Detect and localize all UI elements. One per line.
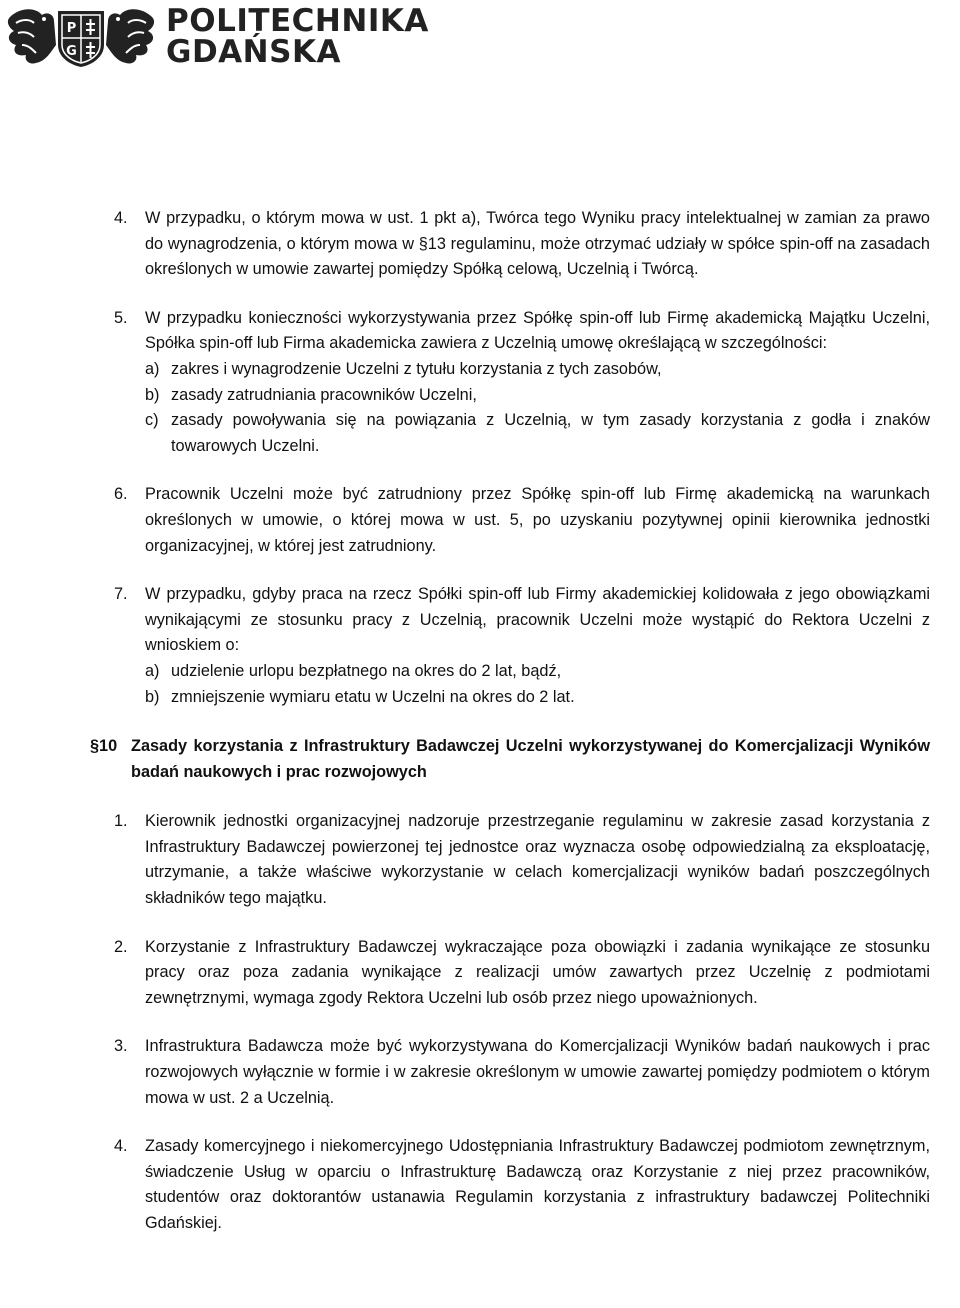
- sub-list: [145, 357, 930, 459]
- paragraph-text: W przypadku, o którym mowa w ust. 1 pkt a), Twórca tego Wyniku pracy intelektualnej w zamian za prawo do wynagrodzenia, o którym mowa w §13 regulaminu, może otrzymać udziały w spółce spin-off na zasadach określonych w umowie zawartej pomiędzy Spółką celową, Uczelnią i Twórcą.: [145, 209, 930, 279]
- list-letter: c): [145, 411, 159, 430]
- paragraph-number: 2.: [114, 937, 128, 956]
- sub-list: [145, 659, 930, 710]
- section-paragraph-2: [0, 935, 960, 1012]
- paragraph-text: Kierownik jednostki organizacyjnej nadzoruje przestrzeganie regulaminu w zakresie zasad korzystania z Infrastruktury Badawczej powierzonej tej jednostce oraz wyznacza osobę odpowiedzialną za eksploatację, utrzymanie, a także właściwe wykorzystanie w celach komercjalizacji wyników badań poszczególnych składników tego majątku.: [145, 812, 930, 908]
- paragraph-text: Infrastruktura Badawcza może być wykorzystywana do Komercjalizacji Wyników badań naukowych i prac rozwojowych wyłącznie w formie i w zakresie określonym w umowie zawartej pomiędzy podmiotem o którym mowa w ust. 2 a Uczelnią.: [145, 1037, 930, 1107]
- list-letter: a): [145, 359, 160, 378]
- university-logo: [6, 5, 429, 69]
- section-title: Zasady korzystania z Infrastruktury Badawczej Uczelni wykorzystywanej do Komercjalizacji Wyników badań naukowych i prac rozwojowych: [131, 737, 930, 781]
- list-item: [145, 357, 930, 383]
- paragraph-text: W przypadku, gdyby praca na rzecz Spółki spin-off lub Firmy akademickiej kolidowała z jego obowiązkami wynikającymi ze stosunku pracy z Uczelnią, pracownik Uczelni może wystąpić do Rektora Uczelni z wnioskiem o:: [145, 585, 930, 655]
- paragraph-number: 4.: [114, 209, 128, 227]
- section-paragraph-1: [0, 809, 960, 911]
- paragraph-number: 5.: [114, 308, 128, 327]
- list-item: [145, 408, 930, 459]
- logo-wordmark: [166, 3, 429, 70]
- list-item: [145, 659, 930, 685]
- paragraph-number: 6.: [114, 485, 128, 504]
- paragraph-4: [0, 206, 960, 283]
- logo-line-1: POLITECHNIKA: [166, 3, 429, 39]
- list-item: [145, 685, 930, 711]
- paragraph-text: Zasady komercyjnego i niekomercyjnego Udostępniania Infrastruktury Badawczej podmiotom zewnętrznym, świadczenie Usług w oparciu o Infrastrukturę Badawczą oraz Korzystanie z niej przez pracowników, studentów oraz doktorantów ustanawia Regulamin korzystania z infrastruktury badawczej Politechniki Gdańskiej.: [145, 1137, 930, 1232]
- list-letter: b): [145, 385, 160, 404]
- list-text: zakres i wynagrodzenie Uczelni z tytułu korzystania z tych zasobów,: [171, 359, 662, 378]
- section-heading: [0, 734, 960, 785]
- section-paragraph-3: [0, 1034, 960, 1111]
- logo-line-2: GDAŃSKA: [166, 34, 341, 70]
- paragraph-6: [0, 482, 960, 559]
- document-body: [0, 206, 960, 1237]
- list-text: zmniejszenie wymiaru etatu w Uczelni na okres do 2 lat.: [171, 687, 575, 706]
- paragraph-number: 1.: [114, 812, 128, 831]
- paragraph-number: 4.: [114, 1137, 128, 1156]
- svg-text:P: P: [66, 21, 77, 36]
- paragraph-text: Korzystanie z Infrastruktury Badawczej wykraczające poza obowiązki i zadania wynikające ze stosunku pracy oraz poza zadania wynikające z realizacji umów zawartych przez Uczelnię z podmiotami zewnętrznymi, wymaga zgody Rektora Uczelni lub osób przez niego upoważnionych.: [145, 937, 930, 1007]
- paragraph-number: 3.: [114, 1037, 128, 1056]
- list-text: udzielenie urlopu bezpłatnego na okres do 2 lat, bądź,: [171, 661, 562, 680]
- paragraph-number: 7.: [114, 585, 128, 604]
- paragraph-text: Pracownik Uczelni może być zatrudniony przez Spółkę spin-off lub Firmę akademicką na warunkach określonych w umowie, o której mowa w ust. 5, po uzyskaniu pozytywnej opinii kierownika jednostki organizacyjnej, w której jest zatrudniony.: [145, 485, 930, 555]
- list-text: zasady zatrudniania pracowników Uczelni,: [171, 385, 477, 404]
- section-symbol: §10: [90, 737, 118, 756]
- paragraph-text: W przypadku konieczności wykorzystywania przez Spółkę spin-off lub Firmę akademicką Majątku Uczelni, Spółka spin-off lub Firma akademicka zawiera z Uczelnią umowę określającą w szczególności:: [145, 308, 930, 353]
- list-text: zasady powoływania się na powiązania z Uczelnią, w tym zasady korzystania z godła i znaków towarowych Uczelni.: [171, 411, 930, 455]
- crest-icon: [6, 5, 156, 69]
- list-item: [145, 383, 930, 409]
- list-letter: b): [145, 687, 160, 706]
- paragraph-5: [0, 306, 960, 460]
- svg-text:G: G: [66, 44, 77, 59]
- list-letter: a): [145, 661, 160, 680]
- paragraph-7: [0, 582, 960, 710]
- section-paragraph-4: [0, 1134, 960, 1236]
